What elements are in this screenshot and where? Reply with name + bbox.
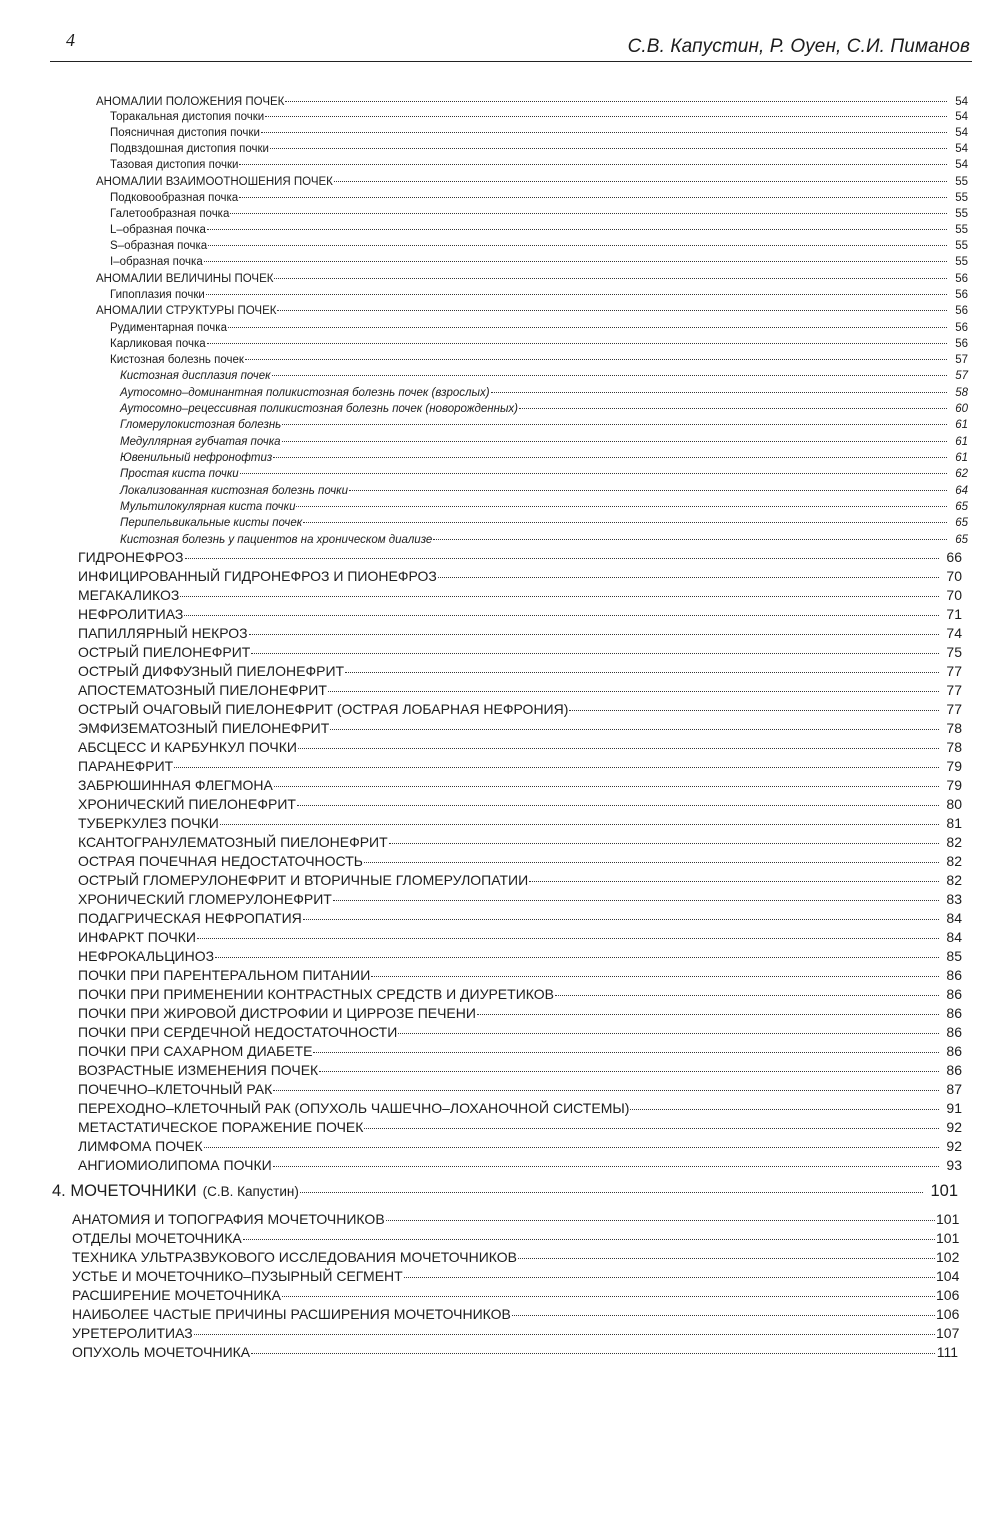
toc-entry-title: Перипельвикальные кисты почек (120, 517, 303, 529)
toc-dot-leader (518, 1258, 935, 1259)
toc-dot-leader (174, 767, 939, 768)
toc-entry[interactable] (78, 1157, 962, 1176)
toc-page-number: 65 (955, 517, 968, 529)
toc-dot-leader (364, 1128, 939, 1129)
toc-dot-leader (282, 424, 947, 425)
toc-entry[interactable] (120, 452, 968, 468)
toc-dot-leader (282, 1296, 935, 1297)
toc-entry-title: ОСТРЫЙ ДИФФУЗНЫЙ ПИЕЛОНЕФРИТ (78, 663, 345, 679)
toc-dot-leader (270, 148, 947, 149)
toc-page-number: 56 (955, 273, 968, 285)
toc-entry[interactable] (96, 305, 968, 321)
toc-page-number: 101 (936, 1230, 960, 1246)
toc-entry-title: ПОЧЕЧНО–КЛЕТОЧНЫЙ РАК (78, 1081, 273, 1097)
toc-page-number: 81 (946, 815, 962, 831)
toc-page-number: 92 (946, 1138, 962, 1154)
toc-page-number: 82 (946, 834, 962, 850)
toc-entry-title: ПЕРЕХОДНО–КЛЕТОЧНЫЙ РАК (ОПУХОЛЬ ЧАШЕЧНО–ЛОХАНОЧНОЙ СИСТЕМЫ) (78, 1100, 630, 1116)
toc-entry-title: ТУБЕРКУЛЕЗ ПОЧКИ (78, 815, 219, 831)
toc-page-number: 55 (955, 240, 968, 252)
toc-entry-title: ЗАБРЮШИННАЯ ФЛЕГМОНА (78, 777, 273, 793)
toc-dot-leader (273, 1166, 939, 1167)
toc-dot-leader (274, 786, 939, 787)
toc-dot-leader (519, 408, 947, 409)
toc-entry[interactable] (120, 387, 968, 403)
toc-entry[interactable] (72, 1249, 958, 1268)
toc-page-number: 79 (946, 758, 962, 774)
toc-entry[interactable] (72, 1325, 958, 1344)
toc-dot-leader (303, 522, 947, 523)
toc-page-number: 54 (955, 111, 968, 123)
toc-page-number: 64 (955, 485, 968, 497)
toc-page-number: 86 (946, 1062, 962, 1078)
toc-entry[interactable] (72, 1287, 958, 1306)
toc-dot-leader (371, 976, 939, 977)
toc-dot-leader (220, 824, 939, 825)
toc-entry-title: ОСТРЫЙ ГЛОМЕРУЛОНЕФРИТ И ВТОРИЧНЫЕ ГЛОМЕРУЛОПАТИИ (78, 872, 529, 888)
toc-entry[interactable] (110, 338, 968, 354)
toc-page-number: 61 (955, 452, 968, 464)
toc-dot-leader (206, 294, 947, 295)
toc-dot-leader (239, 197, 947, 198)
toc-dot-leader (272, 375, 947, 376)
toc-entry-title: АНОМАЛИИ ВЕЛИЧИНЫ ПОЧЕК (96, 273, 274, 285)
toc-dot-leader (555, 995, 939, 996)
toc-page-number: 82 (946, 853, 962, 869)
toc-entry-title: Поясничная дистопия почки (110, 127, 260, 139)
toc-entry[interactable] (110, 143, 968, 159)
toc-entry-title: ЭМФИЗЕМАТОЗНЫЙ ПИЕЛОНЕФРИТ (78, 720, 330, 736)
toc-entry-title: L–образная почка (110, 224, 206, 236)
toc-entry[interactable] (110, 224, 968, 240)
toc-entry[interactable] (78, 853, 962, 872)
toc-page-number: 86 (946, 1005, 962, 1021)
toc-entry[interactable] (120, 419, 968, 435)
toc-entry[interactable] (110, 256, 968, 272)
toc-dot-leader (296, 506, 947, 507)
toc-entry-title: ОТДЕЛЫ МОЧЕТОЧНИКА (72, 1230, 242, 1246)
toc-entry[interactable] (120, 534, 968, 550)
toc-page-number: 92 (946, 1119, 962, 1135)
toc-dot-leader (194, 1334, 935, 1335)
toc-page-number: 77 (946, 701, 962, 717)
toc-dot-leader (265, 116, 947, 117)
toc-entry[interactable] (120, 468, 968, 484)
toc-entry[interactable] (120, 501, 968, 517)
toc-dot-leader (274, 278, 947, 279)
toc-entry-title: Кистозная болезнь у пациентов на хроническом диализе (120, 534, 433, 546)
toc-page-number: 77 (946, 682, 962, 698)
toc-page-number: 55 (955, 224, 968, 236)
toc-page-number: 101 (930, 1182, 958, 1200)
toc-entry[interactable] (78, 758, 962, 777)
toc-entry[interactable] (72, 1268, 958, 1287)
toc-page-number: 86 (946, 1043, 962, 1059)
toc-entry-title: Ювенильный нефронофтиз (120, 452, 273, 464)
toc-entry[interactable] (78, 739, 962, 758)
toc-entry[interactable] (78, 929, 962, 948)
toc-entry[interactable] (78, 872, 962, 891)
toc-entry-title: ВОЗРАСТНЫЕ ИЗМЕНЕНИЯ ПОЧЕК (78, 1062, 319, 1078)
toc-dot-leader (386, 1220, 935, 1221)
toc-entry-title: Мультилокулярная киста почки (120, 501, 296, 513)
toc-entry[interactable] (110, 127, 968, 143)
toc-entry[interactable] (96, 96, 968, 112)
toc-entry[interactable] (78, 625, 962, 644)
toc-chapter-author: (С.В. Капустин) (202, 1184, 299, 1199)
toc-page-number: 57 (955, 354, 968, 366)
toc-entry-title: ХРОНИЧЕСКИЙ ПИЕЛОНЕФРИТ (78, 796, 296, 812)
toc-page-number: 101 (936, 1211, 960, 1227)
toc-page-number: 61 (955, 419, 968, 431)
toc-entry-title: ПОЧКИ ПРИ ЖИРОВОЙ ДИСТРОФИИ И ЦИРРОЗЕ ПЕЧЕНИ (78, 1005, 476, 1021)
toc-entry-title: Аутосомно–доминантная поликистозная болезнь почек (взрослых) (120, 387, 490, 399)
toc-dot-leader (313, 1052, 939, 1053)
toc-page-number: 85 (946, 948, 962, 964)
toc-dot-leader (345, 672, 939, 673)
toc-dot-leader (404, 1277, 935, 1278)
toc-entry-title: Кистозная дисплазия почек (120, 370, 271, 382)
toc-entry-title: ПАРАНЕФРИТ (78, 758, 174, 774)
toc-dot-leader (180, 596, 939, 597)
toc-entry-title: Подвздошная дистопия почки (110, 143, 269, 155)
toc-page-number: 106 (936, 1287, 960, 1303)
toc-entry-title: Гломерулокистозная болезнь (120, 419, 282, 431)
toc-page-number: 70 (946, 587, 962, 603)
toc-entry-title: ПОДАГРИЧЕСКАЯ НЕФРОПАТИЯ (78, 910, 302, 926)
toc-entry[interactable] (78, 1005, 962, 1024)
toc-page-number: 91 (946, 1100, 962, 1116)
toc-entry-title: КСАНТОГРАНУЛЕМАТОЗНЫЙ ПИЕЛОНЕФРИТ (78, 834, 388, 850)
toc-page-number: 111 (936, 1344, 958, 1360)
toc-entry[interactable] (78, 796, 962, 815)
toc-page-number: 78 (946, 720, 962, 736)
toc-page-number: 54 (955, 96, 968, 108)
toc-dot-leader (349, 490, 947, 491)
toc-entry[interactable] (78, 986, 962, 1005)
toc-dot-leader (204, 261, 947, 262)
toc-dot-leader (240, 473, 947, 474)
toc-page-number: 65 (955, 534, 968, 546)
toc-entry[interactable] (120, 436, 968, 452)
toc-entry-title: МЕГАКАЛИКОЗ (78, 587, 180, 603)
toc-entry-title: ПОЧКИ ПРИ ПРИМЕНЕНИИ КОНТРАСТНЫХ СРЕДСТВ И ДИУРЕТИКОВ (78, 986, 554, 1002)
toc-page-number: 61 (955, 436, 968, 448)
toc-entry[interactable] (110, 192, 968, 208)
toc-entry[interactable] (78, 1100, 962, 1119)
toc-page-number: 80 (946, 796, 962, 812)
page-number: 4 (66, 30, 75, 50)
toc-entry-title: ХРОНИЧЕСКИЙ ГЛОМЕРУЛОНЕФРИТ (78, 891, 332, 907)
toc-entry[interactable] (78, 1119, 962, 1138)
toc-page-number: 62 (955, 468, 968, 480)
toc-entry-title: ОСТРЫЙ ПИЕЛОНЕФРИТ (78, 644, 251, 660)
toc-entry[interactable] (78, 1024, 962, 1043)
toc-dot-leader (208, 245, 947, 246)
toc-entry-title: Простая киста почки (120, 468, 239, 480)
toc-entry-title: I–образная почка (110, 256, 203, 268)
toc-entry-title: Карликовая почка (110, 338, 206, 350)
toc-page-number: 54 (955, 127, 968, 139)
toc-dot-leader (630, 1109, 939, 1110)
toc-page-number: 55 (955, 208, 968, 220)
toc-entry[interactable] (78, 815, 962, 834)
toc-page-number: 56 (955, 289, 968, 301)
toc-page-number: 65 (955, 501, 968, 513)
toc-dot-leader (184, 615, 939, 616)
toc-dot-leader (333, 900, 939, 901)
toc-dot-leader (285, 101, 947, 102)
toc-dot-leader (477, 1014, 939, 1015)
toc-entry[interactable] (78, 1138, 962, 1157)
toc-entry-title: ОСТРЫЙ ОЧАГОВЫЙ ПИЕЛОНЕФРИТ (ОСТРАЯ ЛОБАРНАЯ НЕФРОНИЯ) (78, 701, 569, 717)
toc-entry[interactable] (72, 1211, 958, 1230)
toc-page-number: 54 (955, 143, 968, 155)
toc-dot-leader (273, 457, 947, 458)
toc-entry-title: Подковообразная почка (110, 192, 239, 204)
toc-entry[interactable] (120, 517, 968, 533)
toc-entry[interactable] (120, 403, 968, 419)
toc-entry[interactable] (96, 273, 968, 289)
toc-dot-leader (228, 327, 947, 328)
toc-dot-leader (491, 392, 947, 393)
toc-entry[interactable] (78, 701, 962, 720)
toc-dot-leader (243, 1239, 935, 1240)
toc-entry[interactable] (78, 644, 962, 663)
toc-entry[interactable] (110, 159, 968, 175)
toc-dot-leader (433, 539, 947, 540)
toc-dot-leader (389, 843, 939, 844)
toc-entry[interactable] (78, 1062, 962, 1081)
toc-page-number: 106 (936, 1306, 960, 1322)
toc-page-number: 56 (955, 305, 968, 317)
toc-dot-leader (319, 1071, 939, 1072)
toc-dot-leader (529, 881, 939, 882)
toc-entry-title: Аутосомно–рецессивная поликистозная болезнь почек (новорожденных) (120, 403, 518, 415)
toc-entry[interactable] (78, 910, 962, 929)
toc-dot-leader (300, 1192, 923, 1193)
toc-page-number: 78 (946, 739, 962, 755)
toc-entry-title: ПОЧКИ ПРИ САХАРНОМ ДИАБЕТЕ (78, 1043, 313, 1059)
toc-dot-leader (364, 862, 939, 863)
toc-page-number: 83 (946, 891, 962, 907)
toc-dot-leader (185, 558, 939, 559)
toc-entry[interactable] (110, 208, 968, 224)
toc-entry-title: ГИДРОНЕФРОЗ (78, 549, 184, 565)
toc-entry-title: НАИБОЛЕЕ ЧАСТЫЕ ПРИЧИНЫ РАСШИРЕНИЯ МОЧЕТОЧНИКОВ (72, 1306, 511, 1322)
toc-entry-title: НЕФРОЛИТИАЗ (78, 606, 184, 622)
toc-dot-leader (261, 132, 947, 133)
toc-entry-title: АНОМАЛИИ ВЗАИМООТНОШЕНИЯ ПОЧЕК (96, 176, 333, 188)
toc-entry[interactable] (120, 370, 968, 386)
toc-page-number: 84 (946, 929, 962, 945)
toc-entry-title: АНАТОМИЯ И ТОПОГРАФИЯ МОЧЕТОЧНИКОВ (72, 1211, 385, 1227)
toc-dot-leader (298, 748, 939, 749)
toc-dot-leader (251, 1353, 935, 1354)
toc-entry-title: ТЕХНИКА УЛЬТРАЗВУКОВОГО ИССЛЕДОВАНИЯ МОЧЕТОЧНИКОВ (72, 1249, 518, 1265)
toc-entry-title: ИНФАРКТ ПОЧКИ (78, 929, 196, 945)
toc-entry-title: 4. МОЧЕТОЧНИКИ (52, 1182, 197, 1200)
toc-entry-title: Локализованная кистозная болезнь почки (120, 485, 348, 497)
toc-dot-leader (282, 441, 947, 442)
toc-entry-title: Торакальная дистопия почки (110, 111, 265, 123)
toc-page-number: 55 (955, 256, 968, 268)
toc-dot-leader (303, 919, 939, 920)
toc-entry-title: АНГИОМИОЛИПОМА ПОЧКИ (78, 1157, 272, 1173)
toc-dot-leader (249, 634, 939, 635)
toc-page-number: 87 (946, 1081, 962, 1097)
toc-page-number: 77 (946, 663, 962, 679)
toc-dot-leader (239, 164, 947, 165)
toc-entry[interactable] (120, 485, 968, 501)
toc-entry-title: АНОМАЛИИ СТРУКТУРЫ ПОЧЕК (96, 305, 277, 317)
toc-entry-title: МЕТАСТАТИЧЕСКОЕ ПОРАЖЕНИЕ ПОЧЕК (78, 1119, 364, 1135)
toc-page-number: 75 (946, 644, 962, 660)
toc-entry[interactable] (78, 549, 962, 568)
toc-entry[interactable] (72, 1344, 958, 1363)
toc-page-number: 56 (955, 338, 968, 350)
toc-entry[interactable] (78, 891, 962, 910)
toc-entry-title: ОПУХОЛЬ МОЧЕТОЧНИКА (72, 1344, 251, 1360)
toc-entry[interactable] (72, 1306, 958, 1325)
toc-entry[interactable] (78, 777, 962, 796)
toc-dot-leader (207, 343, 947, 344)
toc-entry-title: ИНФИЦИРОВАННЫЙ ГИДРОНЕФРОЗ И ПИОНЕФРОЗ (78, 568, 437, 584)
toc-entry[interactable] (78, 1043, 962, 1062)
toc-dot-leader (277, 310, 947, 311)
toc-entry-title: УРЕТЕРОЛИТИАЗ (72, 1325, 193, 1341)
toc-page-number: 71 (946, 606, 962, 622)
toc-page-number: 54 (955, 159, 968, 171)
toc-entry-title: Гипоплазия почки (110, 289, 205, 301)
toc-entry-title: Тазовая дистопия почки (110, 159, 239, 171)
toc-entry[interactable] (78, 834, 962, 853)
toc-entry-title: АБСЦЕСС И КАРБУНКУЛ ПОЧКИ (78, 739, 297, 755)
running-head-authors: С.В. Капустин, Р. Оуен, С.И. Пиманов (627, 36, 970, 57)
toc-entry[interactable] (78, 606, 962, 625)
toc-dot-leader (328, 691, 939, 692)
toc-entry-title: РАСШИРЕНИЕ МОЧЕТОЧНИКА (72, 1287, 281, 1303)
toc-page-number: 86 (946, 967, 962, 983)
toc-entry[interactable] (78, 663, 962, 682)
toc-entry[interactable] (72, 1230, 958, 1249)
toc-page-number: 86 (946, 1024, 962, 1040)
toc-dot-leader (215, 957, 939, 958)
toc-dot-leader (251, 653, 939, 654)
toc-entry-title: УСТЬЕ И МОЧЕТОЧНИКО–ПУЗЫРНЫЙ СЕГМЕНТ (72, 1268, 403, 1284)
toc-entry-title: НЕФРОКАЛЬЦИНОЗ (78, 948, 215, 964)
toc-page-number: 55 (955, 176, 968, 188)
toc-page-number: 70 (946, 568, 962, 584)
toc-page-number: 60 (955, 403, 968, 415)
toc-dot-leader (512, 1315, 935, 1316)
toc-dot-leader (297, 805, 939, 806)
toc-entry[interactable] (78, 587, 962, 606)
toc-page-number: 66 (946, 549, 962, 565)
toc-dot-leader (230, 213, 947, 214)
toc-page-number: 93 (946, 1157, 962, 1173)
toc-page-number: 79 (946, 777, 962, 793)
toc-entry[interactable] (78, 682, 962, 701)
toc-dot-leader (207, 229, 947, 230)
toc-entry[interactable] (78, 1081, 962, 1100)
toc-dot-leader (204, 1147, 939, 1148)
toc-entry[interactable] (78, 720, 962, 739)
toc-page-number: 86 (946, 986, 962, 1002)
toc-chapter-entry[interactable] (52, 1182, 958, 1204)
toc-page-number: 55 (955, 192, 968, 204)
toc-entry-title: Кистозная болезнь почек (110, 354, 244, 366)
toc-entry-title: ПОЧКИ ПРИ ПАРЕНТЕРАЛЬНОМ ПИТАНИИ (78, 967, 371, 983)
toc-entry-title: ПАПИЛЛЯРНЫЙ НЕКРОЗ (78, 625, 248, 641)
toc-entry[interactable] (110, 322, 968, 338)
toc-entry-title: Рудиментарная почка (110, 322, 227, 334)
toc-entry[interactable] (110, 111, 968, 127)
toc-page-number: 82 (946, 872, 962, 888)
toc-dot-leader (569, 710, 939, 711)
toc-entry-title: ПОЧКИ ПРИ СЕРДЕЧНОЙ НЕДОСТАТОЧНОСТИ (78, 1024, 398, 1040)
toc-entry-title: Медуллярная губчатая почка (120, 436, 281, 448)
toc-page-number: 57 (955, 370, 968, 382)
toc-page-number: 58 (955, 387, 968, 399)
toc-entry[interactable] (78, 948, 962, 967)
toc-entry[interactable] (110, 354, 968, 370)
toc-entry[interactable] (78, 967, 962, 986)
toc-entry-title: АПОСТЕМАТОЗНЫЙ ПИЕЛОНЕФРИТ (78, 682, 327, 698)
toc-dot-leader (273, 1090, 939, 1091)
toc-page-number: 107 (936, 1325, 960, 1341)
toc-entry[interactable] (110, 289, 968, 305)
toc-entry-title: ЛИМФОМА ПОЧЕК (78, 1138, 203, 1154)
toc-entry[interactable] (110, 240, 968, 256)
toc-dot-leader (197, 938, 939, 939)
toc-entry-title: Галетообразная почка (110, 208, 230, 220)
toc-page-number: 74 (946, 625, 962, 641)
toc-dot-leader (438, 577, 939, 578)
toc-page-number: 104 (936, 1268, 960, 1284)
toc-dot-leader (245, 359, 947, 360)
toc-page-number: 84 (946, 910, 962, 926)
toc-page-number: 56 (955, 322, 968, 334)
toc-page-number: 102 (936, 1249, 960, 1265)
toc-dot-leader (398, 1033, 939, 1034)
toc-entry-title: АНОМАЛИИ ПОЛОЖЕНИЯ ПОЧЕК (96, 96, 285, 108)
toc-dot-leader (330, 729, 939, 730)
toc-entry[interactable] (78, 568, 962, 587)
toc-entry-title: S–образная почка (110, 240, 208, 252)
toc-dot-leader (334, 181, 947, 182)
toc-entry[interactable] (96, 176, 968, 192)
toc-entry-title: ОСТРАЯ ПОЧЕЧНАЯ НЕДОСТАТОЧНОСТЬ (78, 853, 363, 869)
